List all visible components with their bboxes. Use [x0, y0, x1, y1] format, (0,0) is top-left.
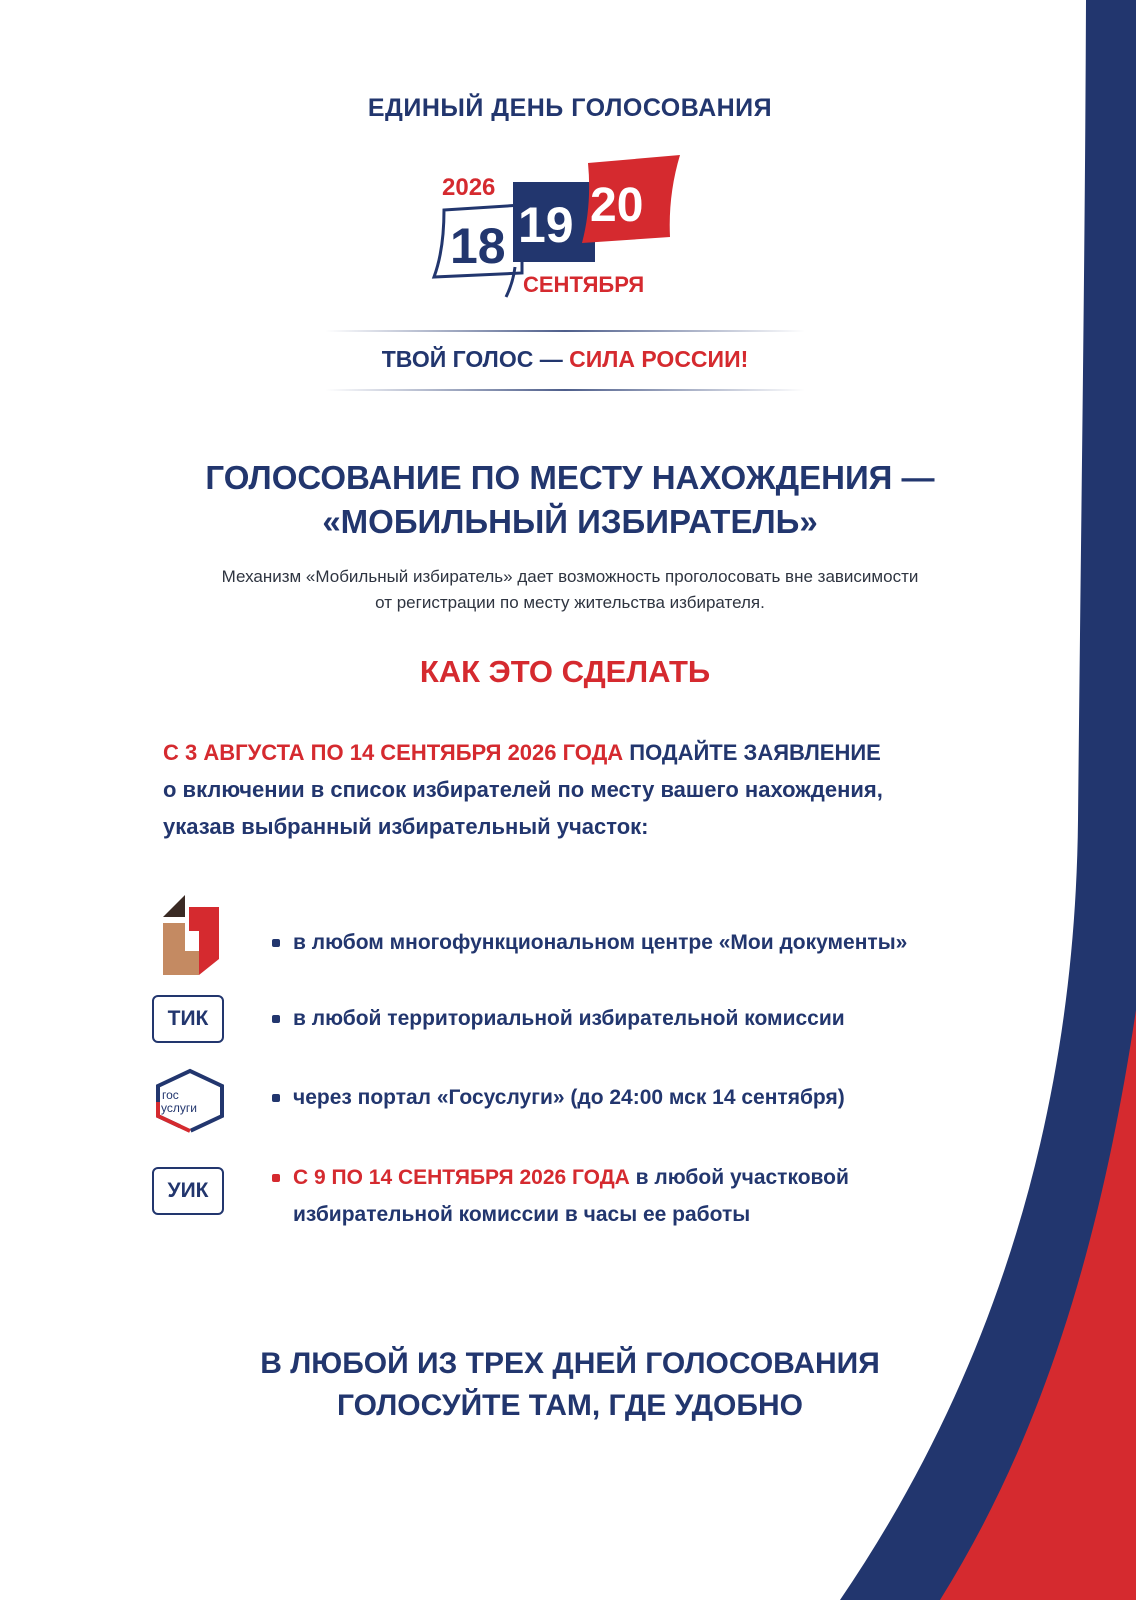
slogan-bottom-line	[325, 389, 805, 391]
option-uik	[293, 1159, 849, 1233]
election-dates-logo	[430, 155, 690, 305]
instruction-line-1	[163, 734, 993, 771]
closing-line-2: ГОЛОСУЙТЕ ТАМ, ГДЕ УДОБНО	[337, 1389, 803, 1422]
description-line-2: от регистрации по месту жительства избирателя.	[375, 593, 765, 612]
logo-day-2: 19	[518, 197, 574, 253]
bullet	[272, 1094, 280, 1102]
closing-message	[130, 1343, 1010, 1427]
bullet	[272, 939, 280, 947]
instruction-line-2: о включении в список избирателей по месту вашего нахождения,	[163, 777, 883, 802]
option-uik-line-1	[293, 1159, 849, 1196]
slogan	[250, 346, 880, 373]
description-line-1: Механизм «Мобильный избиратель» дает возможность проголосовать вне зависимости	[221, 567, 919, 586]
logo-year: 2026	[442, 174, 496, 201]
how-to-heading: КАК ЭТО СДЕЛАТЬ	[419, 654, 711, 689]
mfc-my-documents-icon	[163, 895, 223, 977]
gosuslugi-logo-bottom: услуги	[161, 1101, 197, 1115]
uik-action: в любой участковой	[629, 1166, 849, 1189]
option-mfc: в любом многофункциональном центре «Мои документы»	[293, 931, 908, 954]
logo-month: СЕНТЯБРЯ	[523, 272, 645, 297]
gosuslugi-logo-icon	[152, 1068, 228, 1134]
option-gosuslugi: через портал «Госуслуги» (до 24:00 мск 14 сентября)	[293, 1086, 845, 1109]
main-heading-line-2: «МОБИЛЬНЫЙ ИЗБИРАТЕЛЬ»	[322, 503, 818, 540]
main-heading	[120, 456, 1020, 544]
logo-day-3: 20	[590, 179, 644, 232]
description	[160, 564, 980, 616]
tik-badge: ТИК	[152, 995, 224, 1043]
instruction-action: ПОДАЙТЕ ЗАЯВЛЕНИЕ	[623, 740, 881, 765]
slogan-part-1: ТВОЙ ГОЛОС —	[381, 346, 570, 372]
slogan-part-2: СИЛА РОССИИ!	[569, 346, 749, 372]
bullet	[272, 1015, 280, 1023]
event-title: ЕДИНЫЙ ДЕНЬ ГОЛОСОВАНИЯ	[367, 94, 773, 122]
instruction-line-3: указав выбранный избирательный участок:	[163, 814, 649, 839]
uik-badge: УИК	[152, 1167, 224, 1215]
main-heading-line-1: ГОЛОСОВАНИЕ ПО МЕСТУ НАХОЖДЕНИЯ —	[205, 459, 935, 496]
closing-line-1: В ЛЮБОЙ ИЗ ТРЕХ ДНЕЙ ГОЛОСОВАНИЯ	[260, 1347, 880, 1380]
uik-dates: С 9 ПО 14 СЕНТЯБРЯ 2026 ГОДА	[293, 1166, 630, 1189]
gosuslugi-logo-top: гос	[162, 1088, 179, 1102]
logo-day-1: 18	[450, 218, 506, 274]
instruction-dates: С 3 АВГУСТА ПО 14 СЕНТЯБРЯ 2026 ГОДА	[163, 740, 624, 765]
bullet	[272, 1174, 280, 1182]
instruction	[163, 734, 993, 845]
option-tik: в любой территориальной избирательной комиссии	[293, 1007, 845, 1030]
option-uik-line-2: избирательной комиссии в часы ее работы	[293, 1203, 751, 1226]
slogan-top-line	[325, 330, 805, 332]
